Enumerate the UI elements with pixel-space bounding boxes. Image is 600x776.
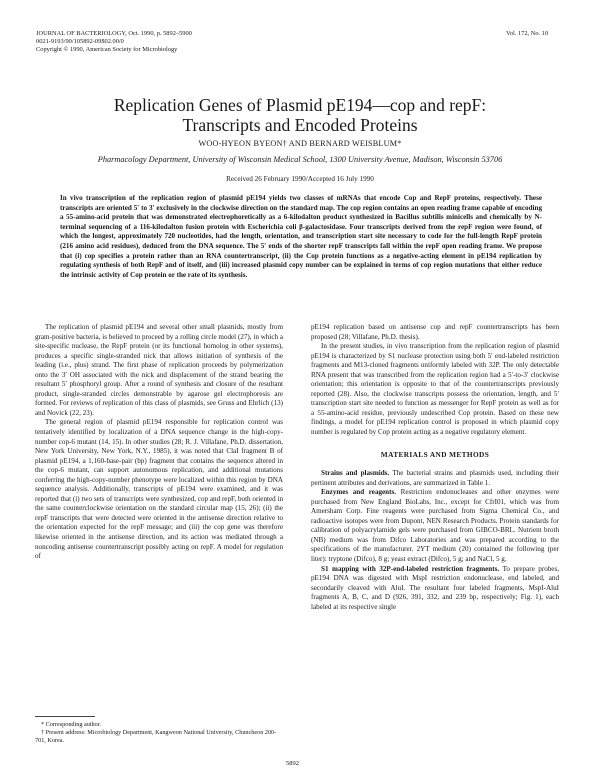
section-heading: MATERIALS AND METHODS bbox=[380, 449, 490, 459]
page-number: 5892 bbox=[286, 760, 299, 767]
intro-paragraph-3: pE194 replication based on antisense cop and repF countertranscripts has been proposed (28; Villafane, Ph.D. thesis). bbox=[311, 323, 559, 341]
methods-enzymes bbox=[311, 488, 559, 564]
enzymes-text: Restriction endonucleases and other enzymes were purchased from New England BioLabs, Inc., except for CfrI01, which was from Amersham Corp. Fine reagents were purchased from Sigma Chemical Co., and radioactive isotopes were from Dupont, NEN Research Products. Protein standards for calibration of polyacrylamide gels were purchased from GIBCO-BRL. Nutrient broth (NB) medium was from Difco Laboratories and was prepared according to the specifications of the manufacturer. 2YT medium (20) contained the following (per liter): tryptone (Difco), 8 g; yeast extract (Difco), 5 g; and NaCl, 5 g. bbox=[311, 488, 559, 564]
copyright-line: Copyright © 1990, American Society for Microbiology bbox=[36, 46, 178, 54]
methods-strains bbox=[311, 469, 559, 488]
intro-paragraph-1: The replication of plasmid pE194 and several other small plasmids, mostly from gram-positive bacteria, is believed to proceed by a rolling circle model (27), in which a site-specific nuclease, the RepF protein (or its functional homolog in other systems), produces a specific single-stranded nick that allows initiation of synthesis of the leading (i.e., plus) strand. The first phase of replication proceeds by polymerization onto the 3′ OH associated with the nick and displacement of the strand bearing the resultant 5′ phosphoryl group. After a round of synthesis and closure of the resultant product, single-stranded circles demonstrable by agarose gel electrophoresis are formed. For reviews of replication of this class of plasmids, see Gruss and Ehrlich (13) and Novick (22, 23). bbox=[35, 323, 283, 417]
volume-line: Vol. 172, No. 10 bbox=[506, 30, 549, 37]
authors: WOO-HYEON BYEON† AND BERNARD WEISBLUM* bbox=[198, 139, 402, 148]
journal-header bbox=[36, 30, 192, 55]
received-dates: Received 26 February 1990/Accepted 16 July 1990 bbox=[226, 175, 374, 183]
right-column bbox=[311, 323, 559, 612]
title-line-2: Transcripts and Encoded Proteins bbox=[182, 115, 418, 135]
intro-paragraph-2: The general region of plasmid pE194 responsible for replication control was tentatively identified by localization of a DNA sequence change in the high-copy-number cop-6 mutant (14, 15). In other studies (28; R. J. Villafane, Ph.D. dissertation, New York University, New York, N.Y., 1985), it was noted that ClaI fragment B of plasmid pE194, a 1,160-base-pair (bp) fragment that contains the sequence altered in the cop-6 mutant, can support autonomous replication, and additional mutations conferring the high-copy-number phenotype were localized within this region by DNA sequence analysis. Additionally, transcripts of pE194 were examined, and it was reported that (i) two sets of transcripts were synthesized, cop and repF, both oriented in the same counterclockwise orientation on the standard circular map (15, 26); (ii) the repF transcripts that were detected were oriented in the antisense direction relative to the orientation expected for the repF message; and (iii) the cop gene was therefore likewise oriented in the antisense direction, and its action was mediated through a noncoding antisense countertranscript possibly acting on repF. A model for regulation of bbox=[35, 418, 283, 561]
affiliation: Pharmacology Department, University of Wisconsin Medical School, 1300 University Avenue, Madison, Wisconsin 53706 bbox=[97, 155, 503, 164]
abstract: In vivo transcription of the replication region of plasmid pE194 yields two classes of mRNAs that encode Cop and RepF proteins, respectively. These transcripts are oriented 5′ to 3′ exclusively in the clockwise direction on the standard map. The cop region contains an open reading frame capable of encoding a 55-amino-acid protein that was demonstrated electrophoretically as a 6-kilodalton product synthesized in Bacillus subtilis minicells and chemically by N-terminal sequencing of a 116-kilodalton fusion protein with Escherichia coli β-galactosidase. Four transcripts derived from the repF region were found, of which the longest, approximately 720 nucleotides, had the length, orientation, and transcription start site necessary to code for the full-length RepF protein (216 amino acid residues), deduced from the DNA sequence. The 5′ ends of the shorter repF transcripts fall within the repF open reading frame. We propose that (i) cop specifies a protein rather than an RNA countertranscript, (ii) the Cop protein functions as a negative-acting element in pE194 replication by regulating synthesis of both RepF and of itself, and (iii) increased plasmid copy number can be explained in terms of cop region mutations that either reduce the intrinsic activity of Cop protein or the rate of its synthesis. bbox=[60, 194, 542, 279]
article-title bbox=[30, 95, 570, 135]
run-in-head-s1: S1 mapping with 32P-end-labeled restriction fragments. bbox=[321, 564, 500, 573]
title-line-1: Replication Genes of Plasmid pE194—cop and repF: bbox=[113, 95, 487, 115]
left-column bbox=[35, 323, 283, 562]
strains-text: The bacterial strains and plasmids used, including their pertinent attributes and derivations, are summarized in Table 1. bbox=[311, 469, 559, 487]
run-in-head-enzymes: Enzymes and reagents. bbox=[321, 488, 397, 497]
methods-s1 bbox=[311, 565, 559, 613]
intro-paragraph-4: In the present studies, in vivo transcription from the replication region of plasmid pE194 is characterized by S1 nuclease protection using both 5′ end-labeled restriction fragments and M13-cloned fragments uniformly labeled with 32P. The only detectable RNA present that was transcribed from the replication region had a 5′-to-3′ clockwise orientation; this orientation is opposite to that of the countertranscripts previously reported (28). Also, the clockwise transcripts possess the orientation, length, and 5′ transcription start site needed to function as messenger for RepF protein as well as for a 55-amino-acid residue, previously undescribed Cop protein. Based on these new findings, a model for pE194 replication control is proposed in which plasmid copy number is regulated by Cop protein acting as a negative regulatory element. bbox=[311, 342, 559, 437]
footnotes bbox=[35, 721, 285, 745]
run-in-head-strains: Strains and plasmids. bbox=[321, 469, 390, 478]
footnote-rule bbox=[35, 716, 95, 717]
footnote-corresponding: * Corresponding author. bbox=[41, 721, 101, 728]
journal-line: JOURNAL OF BACTERIOLOGY, Oct. 1990, p. 5892–5900 bbox=[36, 30, 192, 37]
footnote-present-address: † Present address: Microbiology Department, Kangweon National University, Chuncheon 200-701, Korea. bbox=[35, 729, 277, 744]
s1-text: To prepare probes, pE194 DNA was digested with MspI restriction endonuclease, end labeled, and secondarily cleaved with AluI. The resultant four labeled fragments, MspI-AluI fragments A, B, C, and D (926, 391, 332, and 239 bp, respectively; Fig. 1), each labeled at its respective single bbox=[311, 564, 559, 611]
code-line: 0021-9193/90/105892-09$02.00/0 bbox=[36, 38, 124, 46]
